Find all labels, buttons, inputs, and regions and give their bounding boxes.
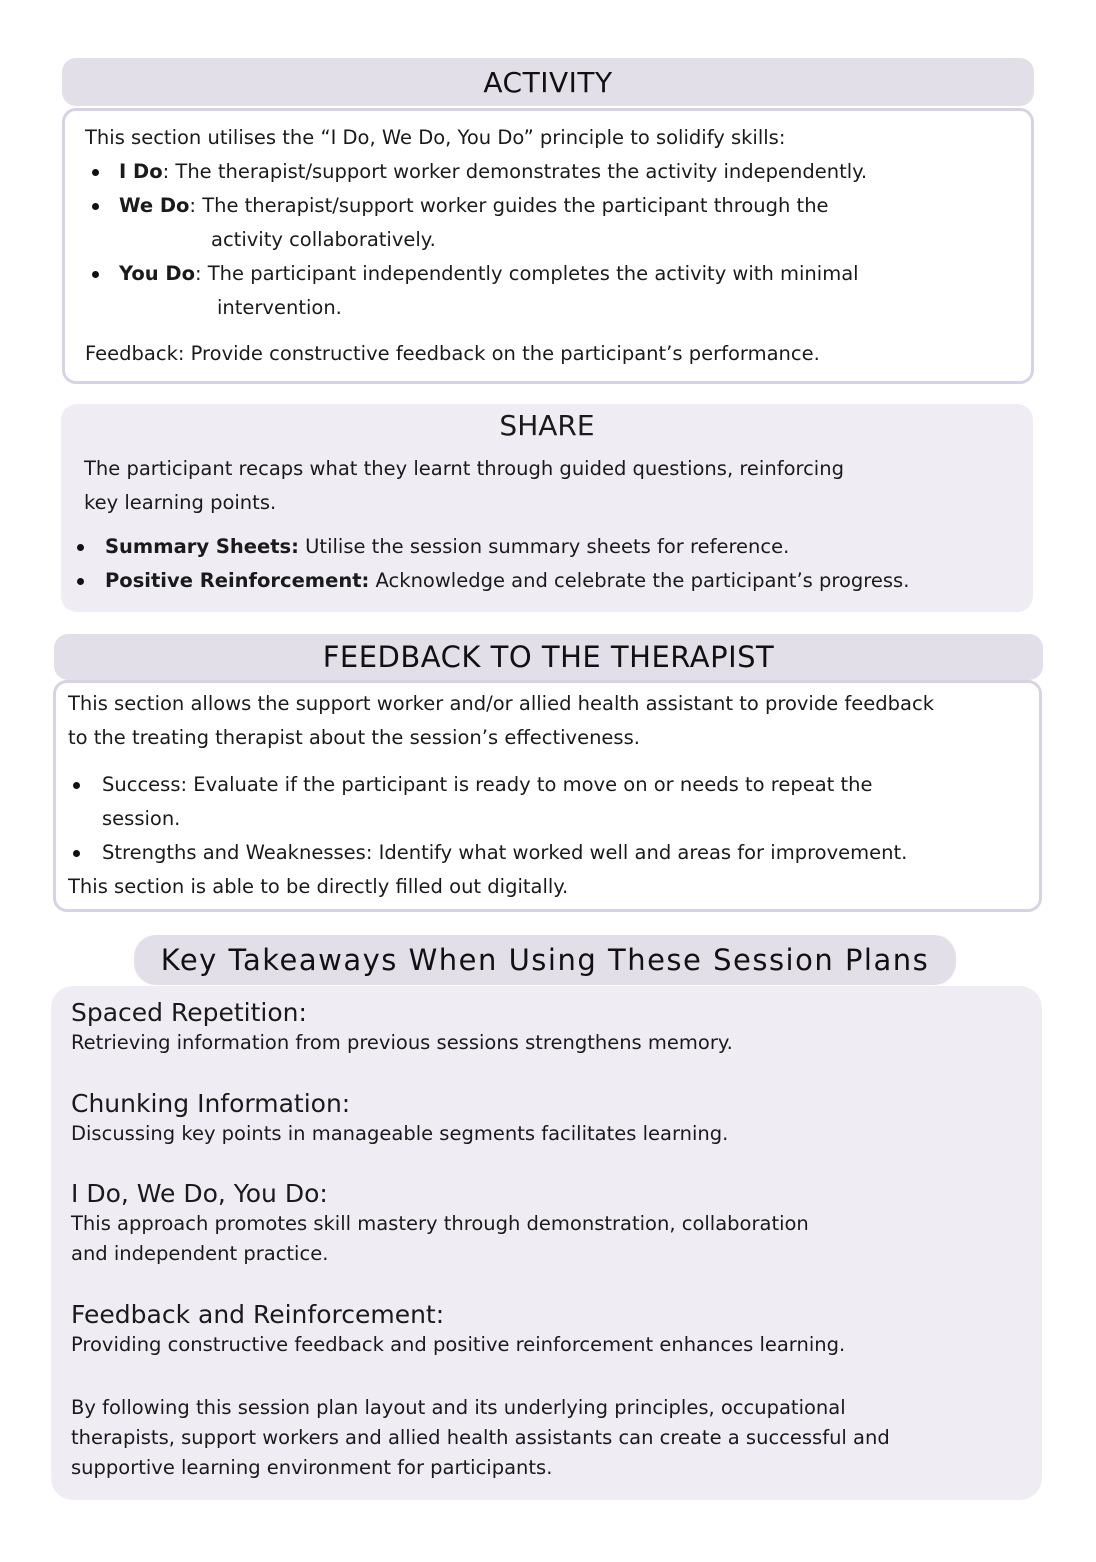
feedback-intro-line-2: to the treating therapist about the session’s effectiveness.	[68, 726, 640, 749]
bullet-icon	[92, 203, 99, 210]
bullet-icon	[92, 271, 99, 278]
item-text: Utilise the session summary sheets for reference.	[298, 535, 790, 558]
feedback-footer: This section is able to be directly filled out digitally.	[68, 875, 569, 898]
share-intro-line-1: The participant recaps what they learnt through guided questions, reinforcing	[84, 457, 844, 480]
closing-paragraph-line: therapists, support workers and allied health assistants can create a successful and	[71, 1426, 890, 1449]
takeaway-colon: :	[298, 998, 307, 1027]
list-item	[119, 155, 867, 189]
feedback-title: FEEDBACK TO THE THERAPIST	[322, 640, 775, 674]
activity-intro-pre: This section utilises the “	[85, 126, 331, 149]
takeaway-heading-text: I Do, We Do, You Do	[71, 1179, 320, 1208]
item-text: : Evaluate if the participant is ready to move on or needs to repeat the	[180, 773, 873, 796]
bullet-icon	[73, 850, 80, 857]
activity-box	[62, 108, 1034, 384]
activity-heading-band	[62, 58, 1034, 106]
takeaway-text: Providing constructive feedback and positive reinforcement enhances learning.	[71, 1333, 846, 1356]
takeaway-text: Retrieving information from previous sessions strengthens memory.	[71, 1031, 733, 1054]
item-label: You Do	[119, 262, 195, 285]
bullet-icon	[77, 578, 84, 585]
takeaway-colon: :	[341, 1089, 351, 1118]
list-item	[119, 257, 859, 291]
list-item-continuation: activity collaboratively.	[211, 228, 436, 251]
takeaway-colon: :	[435, 1300, 445, 1329]
activity-intro-principle: I Do, We Do, You Do	[330, 126, 524, 149]
activity-intro-post: ” principle to solidify skills:	[523, 126, 786, 149]
item-text: : The therapist/support worker guides the participant through the	[189, 194, 829, 217]
takeaway-colon: :	[319, 1179, 328, 1208]
list-item	[102, 768, 873, 802]
takeaway-text: This approach promotes skill mastery through demonstration, collaboration	[71, 1212, 809, 1235]
item-label: Success	[102, 773, 181, 796]
feedback-box	[53, 680, 1042, 912]
item-text: : The therapist/support worker demonstrates the activity independently.	[162, 160, 868, 183]
bullet-icon	[92, 169, 99, 176]
takeaways-heading-band	[134, 935, 956, 985]
list-item	[119, 189, 829, 223]
item-label: We Do	[119, 194, 190, 217]
list-item	[105, 530, 789, 564]
closing-paragraph-line: By following this session plan layout and its underlying principles, occupational	[71, 1396, 846, 1419]
list-item	[105, 564, 909, 598]
item-text: Acknowledge and celebrate the participant’s progress.	[369, 569, 910, 592]
activity-feedback	[85, 337, 820, 371]
item-label: I Do	[119, 160, 163, 183]
share-intro-line-2: key learning points.	[84, 491, 277, 514]
takeaways-content	[71, 996, 1031, 1496]
feedback-heading-band	[54, 634, 1043, 680]
takeaway-text: Discussing key points in manageable segments facilitates learning.	[71, 1122, 729, 1145]
closing-paragraph-line: supportive learning environment for participants.	[71, 1456, 553, 1479]
takeaway-heading	[71, 996, 307, 1030]
takeaway-heading-text: Spaced Repetition	[71, 998, 299, 1027]
feedback-label: Feedback	[85, 342, 178, 365]
share-title: SHARE	[499, 409, 595, 442]
feedback-text: : Provide constructive feedback on the participant’s performance.	[177, 342, 820, 365]
takeaway-heading	[71, 1087, 350, 1121]
takeaway-heading-text: Feedback and Reinforcement	[71, 1300, 436, 1329]
list-item-continuation: intervention.	[217, 296, 342, 319]
takeaway-heading-text: Chunking Information	[71, 1089, 342, 1118]
bullet-icon	[73, 782, 80, 789]
item-label: Strengths and Weaknesses	[102, 841, 366, 864]
activity-intro	[85, 121, 785, 155]
item-text: : Identify what worked well and areas for improvement.	[365, 841, 908, 864]
share-box	[61, 404, 1033, 612]
item-label: Positive Reinforcement:	[105, 569, 370, 592]
bullet-icon	[77, 544, 84, 551]
item-text: : The participant independently completes the activity with minimal	[194, 262, 859, 285]
item-label: Summary Sheets:	[105, 535, 299, 558]
takeaway-heading	[71, 1298, 444, 1332]
takeaways-title: Key Takeaways When Using These Session Plans	[160, 943, 930, 977]
activity-title: ACTIVITY	[483, 65, 613, 99]
takeaway-heading	[71, 1177, 328, 1211]
list-item	[102, 836, 907, 870]
takeaway-text: and independent practice.	[71, 1242, 329, 1265]
list-item-continuation: session.	[102, 807, 181, 830]
feedback-intro-line-1: This section allows the support worker and/or allied health assistant to provide feedback	[68, 692, 934, 715]
